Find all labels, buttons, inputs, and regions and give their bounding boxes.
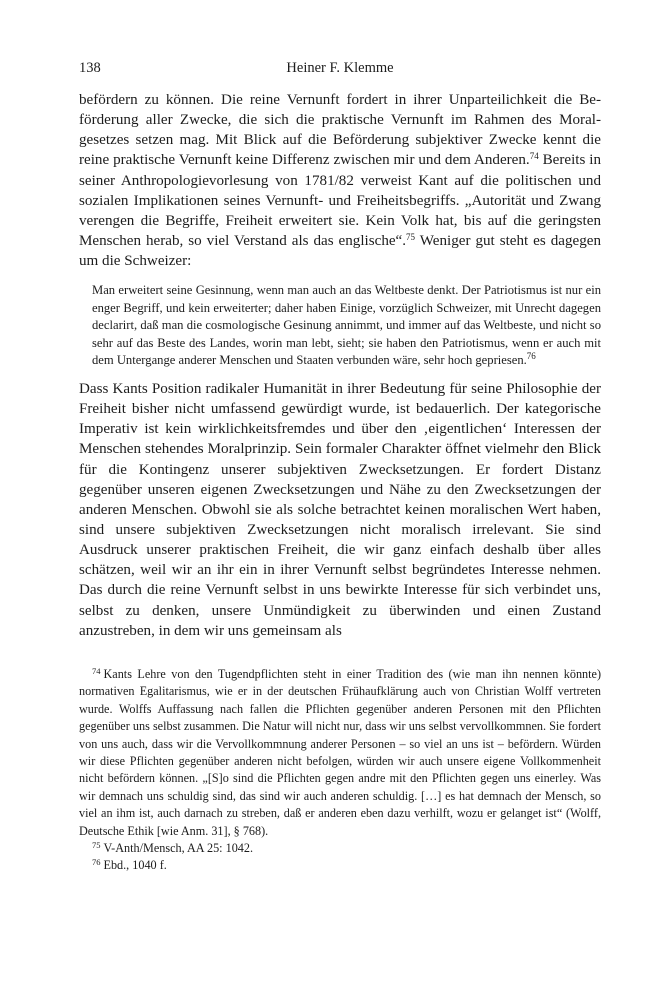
footnote-75-number: 75: [92, 840, 101, 851]
footnote-76-number: 76: [92, 857, 101, 868]
main-text: [79, 90, 601, 641]
footnote-74-text: Kants Lehre von den Tugendpflichten steht in einer Tradition des (wie man ihn nennen könnte) normativen Egalitarismus, wie er in der deutschen Frühaufklärung auch von Christian Wolff vertreten wurde. Wolffs Auffassung nach fallen die Pflichten gegenüber anderen Personen mit den Pflichten gegenüber uns selbst zusammen. Die Natur will nicht nur, dass wir uns selbst vervollkommnen. Sie fordert von uns auch, dass wir die Vervollkommnung anderer Personen – so viel an uns ist – befördern. Würden wir diese Pflichten gegenüber anderen nicht befolgen, würden wir auch unsere eigene Vollkommenheit nicht befördern können. „[S]o sind die Pflichten gegen andre mit den Pflichten gegen uns einerley. Was wir demnach uns schuldig sind, das sind wir auch anderen schuldig. […] es hat demnach der Mensch, so viel an ihm ist, auch darnach zu streben, daß er anderen eben dazu verhilft, wozu er gelanget ist“ (Wolff, Deutsche Ethik [wie Anm. 31], § 768).: [79, 667, 601, 838]
paragraph-2: Dass Kants Position radikaler Humanität in ihrer Bedeutung für seine Philosophie der Freiheit bisher nicht umfassend gewürdigt wurde, ist bedauerlich. Der kategorische Imperativ ist kein wirklichkeitsfremdes und über den ‚eigentlichen‘ Interessen der Menschen stehendes Moralprinzip. Sein formaler Charakter öffnet vielmehr den Blick für die Kontingenz unserer subjektiven Zwecksetzungen. Er fordert Distanz gegenüber unseren eigenen Zwecksetzungen und Nähe zu den Zwecksetzungen der anderen Menschen. Obwohl sie als solche betrachtet keinen moralischen Wert haben, sind unsere subjektiven Zwecksetzungen nicht moralisch irrelevant. Sie sind Ausdruck unserer praktischen Freiheit, die wir ganz einfach deshalb über alles schätzen, weil wir an ihr ein in ihrer Vernunft selbst begründetes Interesse nehmen. Das durch die reine Vernunft selbst in uns bewirkte Interesse für sich verbindet uns, selbst zu denken, unsere Unmündigkeit zu überwinden und einen Zustand anzustreben, in dem wir uns gemeinsam als: [79, 380, 601, 639]
running-head-author: Heiner F. Klemme: [286, 60, 394, 76]
block-quote-text: Man erweitert seine Gesinnung, wenn man auch an das Weltbeste denkt. Der Patriotismus ist nur ein enger Begriff, und kein erweiterter; daher haben Einige, vorzüglich Schweizer, mit Unrecht dagegen declarirt, daß man die cosmologische Gesinung annimmt, und immer auf das Weltbeste, und nicht so sehr auf das Beste des Landes, worin man lebt, sieht; sie haben den Patriotismus, wenn er auch mit dem Untergange anderer Menschen und Staaten verbunden wäre, sehr hoch gepriesen.: [92, 283, 601, 368]
paragraph-1-part-a: befördern zu können. Die reine Vernunft fordert in ihrer Unparteilichkeit die Beförderung aller Zwecke, die sich die praktische Vernunft im Rahmen des Moralgesetzes setzen mag. Mit Blick auf die Beförderung subjektiver Zwecke kennt die reine praktische Vernunft keine Differenz zwischen mir und dem Anderen.: [79, 92, 601, 169]
footnote-ref-76[interactable]: 76: [526, 351, 536, 362]
footnote-74: [79, 666, 601, 840]
paragraph-1: [79, 90, 601, 271]
footnote-ref-75[interactable]: 75: [406, 232, 416, 243]
footnote-75-text: V-Anth/Mensch, AA 25: 1042.: [103, 841, 254, 856]
footnote-ref-74[interactable]: 74: [529, 151, 539, 162]
footnote-76-text: Ebd., 1040 f.: [103, 858, 167, 873]
footnote-76: [79, 857, 601, 874]
running-header: [79, 60, 601, 80]
paragraph-1-part-b: Bereits in seiner Anthropologievorlesung von 1781/82 verweist Kant auf die politischen und sozialen Implikationen seines Vernunft- und Freiheitsbegriffs. „Autorität und Zwang verengen die Begriffe, Freiheit erweitert sie. Kein Volk hat, bis auf die geringsten Menschen herab, so viel Verstand als das englische“.: [79, 152, 601, 250]
footnotes: [79, 666, 601, 875]
paragraph-1-part-c: Weniger gut steht es dagegen um die Schweizer:: [79, 233, 602, 270]
block-quote: [92, 282, 601, 370]
page-number: 138: [79, 60, 101, 76]
footnote-75: [79, 840, 601, 857]
footnote-74-number: 74: [92, 666, 101, 676]
